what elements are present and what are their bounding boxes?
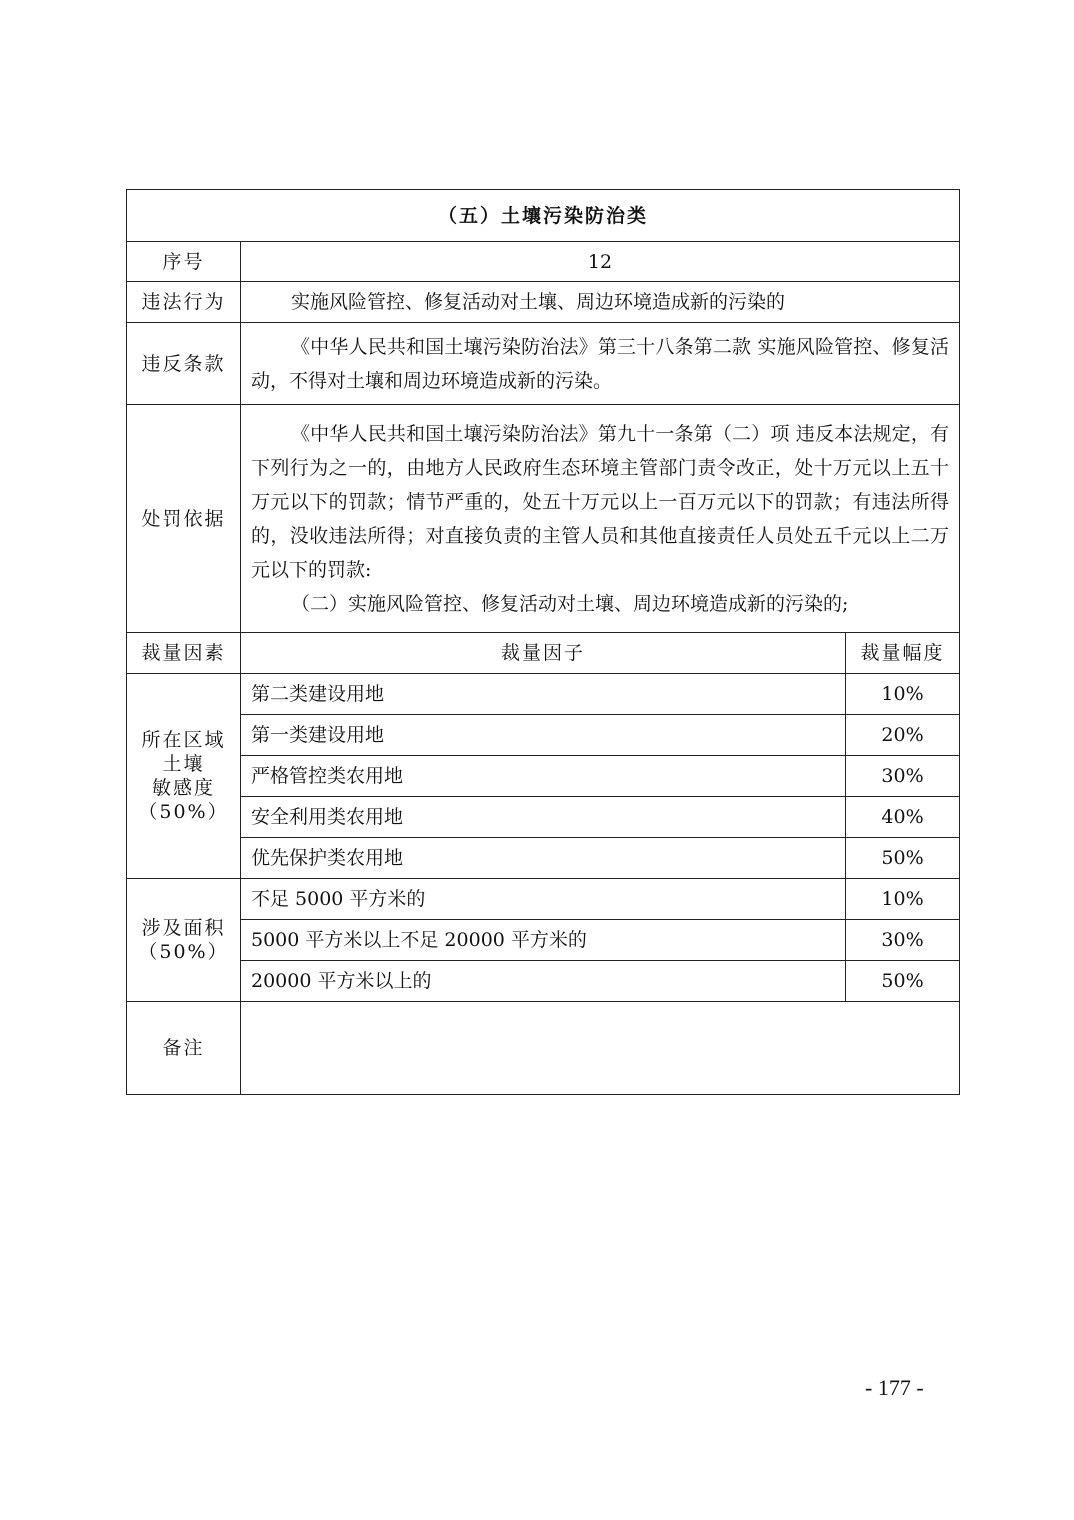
factor-cell: 第一类建设用地 [241,715,846,756]
range-cell: 10% [846,879,960,920]
range-cell: 40% [846,797,960,838]
clause-row [127,323,960,405]
table-row [127,920,960,961]
range-cell: 50% [846,838,960,879]
remarks-row [127,1002,960,1095]
penalty-item: （二）实施风险管控、修复活动对土壤、周边环境造成新的污染的; [291,592,849,615]
group2-label: 涉及面积 （50%） [127,879,241,1002]
range-cell: 30% [846,920,960,961]
range-cell: 20% [846,715,960,756]
range-cell: 10% [846,674,960,715]
factor-cell: 第二类建设用地 [241,674,846,715]
table-row [127,715,960,756]
table-row [127,756,960,797]
table-row [127,674,960,715]
factor-cell: 不足 5000 平方米的 [241,879,846,920]
penalty-discretion-table [126,189,960,1095]
table-row [127,879,960,920]
violation-value: 实施风险管控、修复活动对土壤、周边环境造成新的污染的 [291,291,786,313]
violation-row [127,282,960,323]
serial-row [127,242,960,282]
penalty-row [127,405,960,633]
serial-label: 序号 [127,242,241,282]
remarks-label: 备注 [127,1002,241,1095]
factor-header: 裁量因素 [127,633,241,674]
factor-cell: 优先保护类农用地 [241,838,846,879]
group1-label: 所在区域 土壤 敏感度 （50%） [127,674,241,879]
table-row [127,797,960,838]
sub-factor-header: 裁量因子 [241,633,846,674]
range-header: 裁量幅度 [846,633,960,674]
table-row [127,961,960,1002]
factor-cell: 5000 平方米以上不足 20000 平方米的 [241,920,846,961]
table-row [127,838,960,879]
range-cell: 30% [846,756,960,797]
penalty-label: 处罚依据 [127,405,241,633]
factor-cell: 严格管控类农用地 [241,756,846,797]
clause-value: 《中华人民共和国土壤污染防治法》第三十八条第二款 实施风险管控、修复活动，不得对土壤和周边环境造成新的污染。 [251,335,950,392]
factor-cell: 安全利用类农用地 [241,797,846,838]
title-row [127,190,960,242]
factor-cell: 20000 平方米以上的 [241,961,846,1002]
serial-value: 12 [241,242,960,282]
remarks-value [241,1002,960,1095]
violation-label: 违法行为 [127,282,241,323]
header-row [127,633,960,674]
penalty-value: 《中华人民共和国土壤污染防治法》第九十一条第（二）项 违反本法规定，有下列行为之一的，由地方人民政府生态环境主管部门责令改正，处十万元以上五十万元以下的罚款；情节严重的，处五十万元以上一百万元以下的罚款；有违法所得的，没收违法所得；对直接负责的主管人员和其他直接责任人员处五千元以上二万元以下的罚款: [251,422,950,581]
range-cell: 50% [846,961,960,1002]
table-title: （五）土壤污染防治类 [127,190,960,242]
clause-label: 违反条款 [127,323,241,405]
page-number: - 177 - [865,1375,924,1400]
